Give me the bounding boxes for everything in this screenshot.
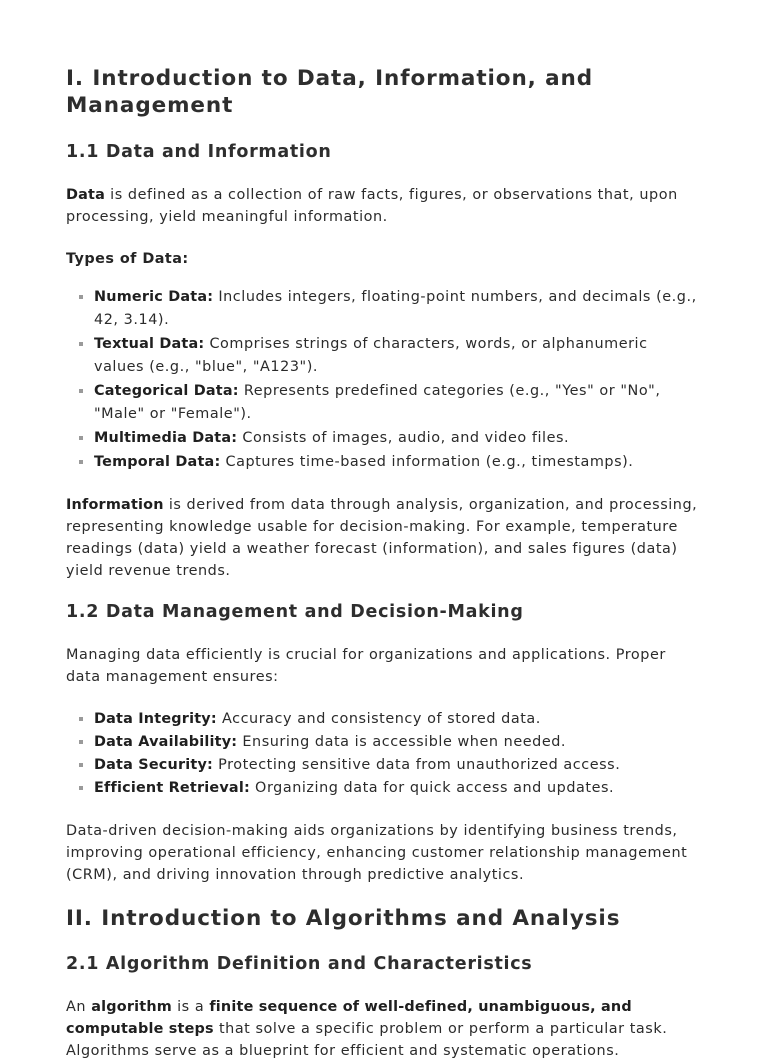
bullet-dot-icon (79, 763, 83, 767)
bullet-dot-icon (79, 436, 83, 440)
algorithm-text-part-2: is a (171, 999, 210, 1016)
bullet-dot-icon (79, 295, 83, 299)
list-item (66, 451, 700, 474)
paragraph-data-definition (66, 184, 700, 228)
inline-bold-information: Information (66, 496, 164, 513)
list-item (66, 731, 700, 754)
algorithm-text-part-1: An (66, 999, 92, 1016)
list-item-description: Consists of images, audio, and video files. (237, 429, 570, 446)
inline-bold-data: Data (66, 186, 106, 203)
paragraph-managing-data: Managing data efficiently is crucial for organizations and applications. Proper data management ensures: (66, 646, 666, 685)
bullet-dot-icon (79, 717, 83, 721)
list-item-term: Multimedia Data: (94, 429, 238, 446)
paragraph-information-definition (66, 494, 700, 582)
subsection-heading-2-1: 2.1 Algorithm Definition and Characteristics (66, 954, 533, 975)
subsection-heading-1-1: 1.1 Data and Information (66, 141, 332, 162)
types-of-data-label: Types of Data: (66, 250, 189, 267)
bullet-dot-icon (79, 342, 83, 346)
inline-bold-finite-sequence: finite sequence of well-defined, unambiguous, and computable steps (66, 999, 632, 1038)
list-item-description: Captures time-based information (e.g., timestamps). (220, 453, 634, 470)
subsection-heading-1-2: 1.2 Data Management and Decision-Making (66, 601, 524, 622)
paragraph-algorithm-definition (66, 996, 700, 1062)
paragraph-data-definition-text: is defined as a collection of raw facts, figures, or observations that, upon processing, yield meaningful information. (66, 186, 678, 225)
paragraph-information-text: is derived from data through analysis, organization, and processing, representing knowledge usable for decision-making. For example, temperature readings (data) yield a weather forecast (information), and sales figures (data) yield revenue trends. (66, 496, 698, 579)
bullet-dot-icon (79, 740, 83, 744)
bullet-dot-icon (79, 460, 83, 464)
list-item-term: Textual Data: (94, 335, 205, 352)
list-item-term: Data Integrity: (94, 710, 217, 727)
list-item-term: Categorical Data: (94, 382, 239, 399)
list-item-description: Ensuring data is accessible when needed. (237, 733, 567, 750)
list-item-description: Organizing data for quick access and updates. (249, 779, 615, 796)
list-item (66, 333, 700, 379)
bullet-dot-icon (79, 389, 83, 393)
section-heading-2: II. Introduction to Algorithms and Analysis (66, 905, 621, 931)
list-item-description: Protecting sensitive data from unauthorized access. (213, 756, 621, 773)
list-item-term: Data Availability: (94, 733, 238, 750)
list-item-term: Efficient Retrieval: (94, 779, 250, 796)
list-item (66, 777, 700, 800)
list-item-description: Includes integers, floating-point numbers, and decimals (e.g., 42, 3.14). (94, 288, 697, 328)
list-item-term: Numeric Data: (94, 288, 214, 305)
paragraph-data-driven-decisions: Data-driven decision-making aids organizations by identifying business trends, improving operational efficiency, enhancing customer relationship management (CRM), and driving innovation through predictive analytics. (66, 822, 688, 883)
list-item (66, 380, 700, 426)
list-item (66, 708, 700, 731)
list-item-term: Temporal Data: (94, 453, 221, 470)
list-item (66, 754, 700, 777)
data-management-list (66, 708, 700, 800)
list-item (66, 427, 700, 450)
algorithm-text-part-3: that solve a specific problem or perform a particular task. Algorithms serve as a blueprint for efficient and systematic operations. (66, 1021, 668, 1060)
list-item-description: Comprises strings of characters, words, or alphanumeric values (e.g., "blue", "A123"). (94, 335, 648, 375)
list-item-description: Represents predefined categories (e.g., "Yes" or "No", "Male" or "Female"). (94, 382, 661, 422)
list-item (66, 286, 700, 332)
list-item-term: Data Security: (94, 756, 214, 773)
types-of-data-list (66, 286, 700, 474)
inline-bold-algorithm: algorithm (91, 999, 172, 1016)
bullet-dot-icon (79, 786, 83, 790)
section-heading-1: I. Introduction to Data, Information, and Management (66, 66, 594, 118)
list-item-description: Accuracy and consistency of stored data. (216, 710, 541, 727)
